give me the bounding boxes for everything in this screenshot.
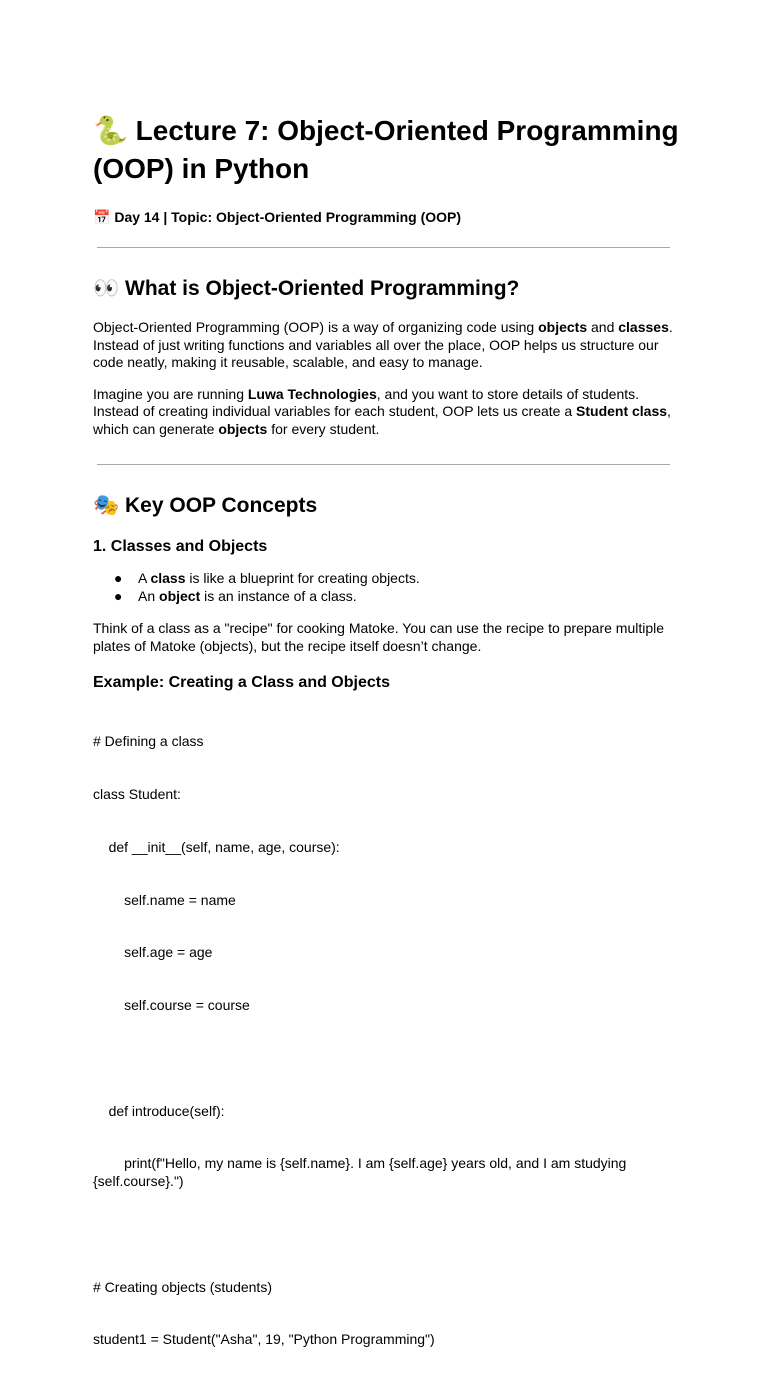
section-heading-key-concepts bbox=[93, 491, 683, 520]
bullet-icon: ● bbox=[114, 587, 123, 604]
text-run: A bbox=[138, 570, 151, 586]
paragraph-luwa-example bbox=[93, 386, 683, 439]
section-heading-what-is-oop bbox=[93, 274, 683, 303]
lecture-meta-text: Day 14 | Topic: Object-Oriented Programming (OOP) bbox=[114, 209, 462, 225]
bullet-icon: ● bbox=[114, 570, 123, 586]
calendar-icon: 📅 bbox=[93, 210, 111, 226]
code-line: self.age = age bbox=[93, 944, 213, 961]
document-page bbox=[93, 112, 683, 1384]
lecture-meta bbox=[93, 208, 683, 227]
code-line: self.name = name bbox=[93, 891, 236, 908]
bold-run: Luwa Technologies bbox=[247, 385, 377, 402]
section-heading-text: Key OOP Concepts bbox=[125, 494, 318, 517]
page-title-text: Lecture 7: Object-Oriented Programming (OOP) in Python bbox=[93, 115, 679, 184]
bullet-list bbox=[93, 570, 683, 605]
subheading-example: Example: Creating a Class and Objects bbox=[93, 674, 390, 691]
text-run: for every student. bbox=[267, 420, 380, 437]
code-line: self.course = course bbox=[93, 997, 250, 1014]
paragraph-recipe-analogy: Think of a class as a "recipe" for cooking Matoke. You can use the recipe to prepare multiple plates of Matoke (objects), but the recipe itself doesn’t change. bbox=[93, 620, 665, 654]
text-run: is an instance of a class. bbox=[200, 587, 357, 604]
code-line: class Student: bbox=[93, 785, 181, 802]
text-run: and bbox=[587, 319, 619, 335]
code-line: def __init__(self, name, age, course): bbox=[93, 838, 340, 855]
list-item bbox=[93, 570, 683, 588]
section-heading-text: What is Object-Oriented Programming? bbox=[125, 277, 520, 300]
snake-icon: 🐍 bbox=[93, 114, 128, 147]
code-block bbox=[93, 698, 683, 1384]
code-line: # Defining a class bbox=[93, 733, 204, 750]
code-line bbox=[93, 1226, 683, 1244]
code-line bbox=[93, 1050, 683, 1068]
bold-run: object bbox=[159, 587, 201, 604]
paragraph-oop-definition bbox=[93, 319, 683, 372]
performing-arts-icon: 🎭 bbox=[93, 493, 120, 517]
code-line: student1 = Student("Asha", 19, "Python Programming") bbox=[93, 1331, 435, 1348]
eyes-icon: 👀 bbox=[93, 276, 120, 300]
page-title bbox=[93, 112, 683, 188]
text-run: , and you want to store details of students. Instead of creating individual variables for each student, OOP lets us create a bbox=[93, 385, 640, 419]
code-line: print(f"Hello, my name is {self.name}. I am {self.age} years old, and I am studying {self.course}.") bbox=[93, 1155, 631, 1190]
bold-run: objects bbox=[538, 319, 588, 335]
subheading-classes-objects: 1. Classes and Objects bbox=[93, 538, 268, 555]
bold-run: class bbox=[150, 570, 186, 586]
text-run: . Instead of just writing functions and variables all over the place, OOP helps us structure our code neatly, making it reusable, scalable, and easy to manage. bbox=[93, 319, 673, 370]
divider bbox=[97, 464, 670, 465]
bold-run: classes bbox=[618, 319, 669, 335]
bold-run: Student class bbox=[576, 403, 668, 419]
bold-run: objects bbox=[218, 420, 268, 437]
text-run: An bbox=[138, 587, 160, 604]
text-run: , which can generate bbox=[93, 403, 671, 437]
list-item bbox=[93, 588, 683, 606]
code-line: # Creating objects (students) bbox=[93, 1278, 272, 1295]
code-line: def introduce(self): bbox=[93, 1102, 225, 1119]
text-run: Imagine you are running bbox=[93, 385, 248, 402]
text-run: Object-Oriented Programming (OOP) is a way of organizing code using bbox=[93, 319, 539, 335]
divider bbox=[97, 247, 670, 248]
text-run: is like a blueprint for creating objects. bbox=[185, 570, 420, 586]
